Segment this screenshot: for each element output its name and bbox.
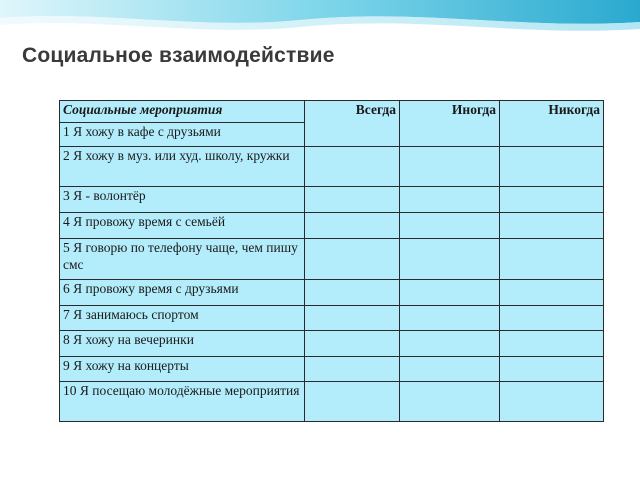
row-label: 9 Я хожу на концерты (60, 357, 305, 382)
row-label: 2 Я хожу в муз. или худ. школу, кружки (60, 147, 305, 187)
cell-sometimes[interactable] (400, 357, 500, 382)
cell-sometimes[interactable] (400, 331, 500, 357)
cell-never[interactable] (500, 239, 604, 280)
cell-always[interactable] (305, 306, 400, 331)
cell-never[interactable] (500, 331, 604, 357)
row-label: 1 Я хожу в кафе с друзьями (60, 123, 305, 147)
row-label: 8 Я хожу на вечеринки (60, 331, 305, 357)
cell-sometimes[interactable] (400, 306, 500, 331)
table-header-row (60, 101, 604, 123)
row-label: 10 Я посещаю молодёжные мероприятия (60, 382, 305, 422)
survey-table (59, 100, 604, 422)
page-title: Социальное взаимодействие (22, 44, 335, 67)
table-row (60, 382, 604, 422)
cell-never[interactable] (500, 280, 604, 306)
row-label: 6 Я провожу время с друзьями (60, 280, 305, 306)
cell-always[interactable] (305, 331, 400, 357)
cell-never[interactable] (500, 382, 604, 422)
cell-sometimes[interactable] (400, 213, 500, 239)
cell-sometimes[interactable] (400, 187, 500, 213)
header-activity: Социальные мероприятия (60, 101, 305, 123)
cell-always[interactable] (305, 147, 400, 187)
cell-always[interactable] (305, 239, 400, 280)
table-row (60, 147, 604, 187)
table-row (60, 306, 604, 331)
cell-never[interactable] (500, 187, 604, 213)
header-always: Всегда (305, 101, 400, 147)
cell-never[interactable] (500, 147, 604, 187)
cell-always[interactable] (305, 187, 400, 213)
header-never: Никогда (500, 101, 604, 147)
table-row (60, 213, 604, 239)
cell-always[interactable] (305, 357, 400, 382)
table-row (60, 187, 604, 213)
cell-sometimes[interactable] (400, 147, 500, 187)
cell-always[interactable] (305, 280, 400, 306)
cell-sometimes[interactable] (400, 239, 500, 280)
cell-never[interactable] (500, 213, 604, 239)
cell-never[interactable] (500, 357, 604, 382)
table-row (60, 239, 604, 280)
cell-never[interactable] (500, 306, 604, 331)
cell-sometimes[interactable] (400, 280, 500, 306)
cell-always[interactable] (305, 213, 400, 239)
header-sometimes: Иногда (400, 101, 500, 147)
table-row (60, 331, 604, 357)
row-label: 4 Я провожу время с семьёй (60, 213, 305, 239)
row-label: 5 Я говорю по телефону чаще, чем пишу смс (60, 239, 305, 280)
row-label: 3 Я - волонтёр (60, 187, 305, 213)
table-row (60, 280, 604, 306)
cell-sometimes[interactable] (400, 382, 500, 422)
table-row (60, 357, 604, 382)
row-label: 7 Я занимаюсь спортом (60, 306, 305, 331)
cell-always[interactable] (305, 382, 400, 422)
